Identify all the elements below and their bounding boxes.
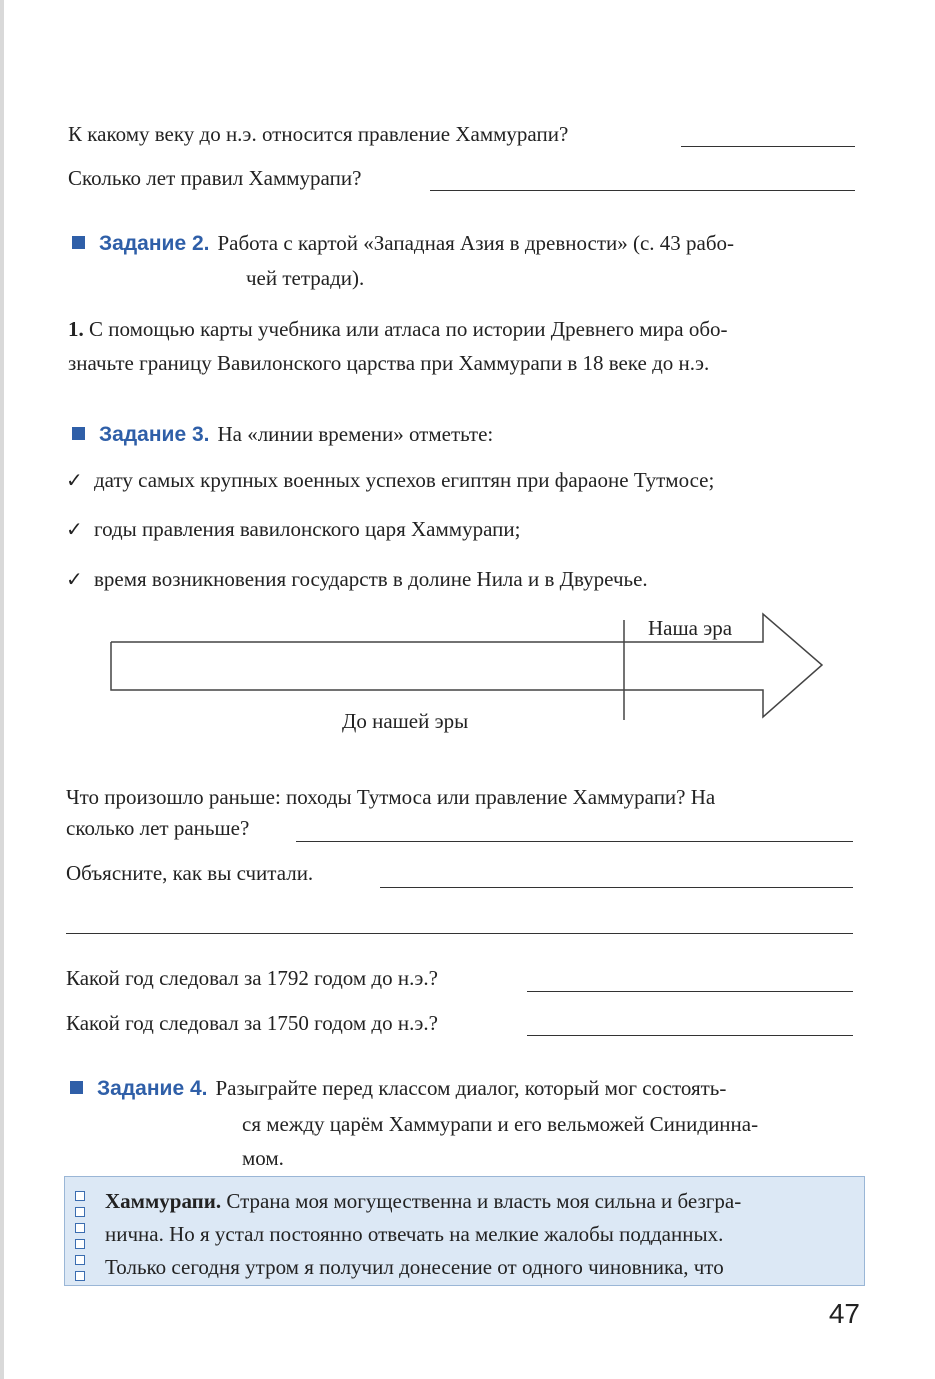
question-year-1792: Какой год следовал за 1792 годом до н.э.? (66, 966, 438, 990)
answer-line-earlier[interactable] (296, 841, 853, 842)
task3-square-icon (72, 427, 85, 440)
task4-label: Задание 4. (97, 1077, 208, 1100)
task2-square-icon (72, 236, 85, 249)
checkmark-icon: ✓ (66, 468, 83, 492)
dialog-text (105, 1185, 845, 1284)
dialog-margin-icons (75, 1191, 89, 1287)
dialog-line2: нична. Но я устал постоянно отвечать на мелкие жалобы подданных. (105, 1222, 724, 1246)
dialog-speaker: Хаммурапи. (105, 1189, 222, 1213)
checkmark-icon: ✓ (66, 567, 83, 591)
question-years (68, 164, 361, 192)
checkmark-icon: ✓ (66, 517, 83, 541)
task4-text-line1: Разыграйте перед классом диалог, который мог состоять- (215, 1076, 727, 1100)
task2-item-number: 1. (68, 317, 84, 341)
task3-check-item (66, 565, 648, 593)
task3-check-text: время возникновения государств в долине Нила и в Двуречье. (94, 567, 648, 591)
task3-check-item (66, 466, 714, 494)
task2-text-line1: Работа с картой «Западная Азия в древности» (с. 43 рабо- (217, 231, 735, 255)
answer-line-explain[interactable] (380, 887, 853, 888)
task2-item-line1 (68, 315, 728, 343)
task3-label: Задание 3. (99, 423, 210, 446)
small-square-icon (75, 1239, 85, 1249)
small-square-icon (75, 1207, 85, 1217)
answer-line-1750[interactable] (527, 1035, 853, 1036)
task2-item-line1-text: С помощью карты учебника или атласа по истории Древнего мира обо- (89, 317, 728, 341)
task2-text-line2: чей тетради). (246, 266, 365, 290)
task3-check-text: годы правления вавилонского царя Хаммурапи; (94, 517, 521, 541)
answer-line-explain-2[interactable] (66, 933, 853, 934)
question-century-text: К какому веку до н.э. относится правление Хаммурапи? (68, 122, 569, 146)
question-century (68, 120, 568, 148)
page-number: 47 (828, 1298, 860, 1329)
small-square-icon (75, 1223, 85, 1233)
task3-check-text: дату самых крупных военных успехов египтян при фараоне Тутмосе; (94, 468, 715, 492)
task4-text-line3: мом. (242, 1146, 284, 1170)
dialog-line3: Только сегодня утром я получил донесение от одного чиновника, что (105, 1255, 724, 1279)
question-earlier-line1: Что произошло раньше: походы Тутмоса или правление Хаммурапи? На (66, 785, 716, 809)
question-earlier-line2: сколько лет раньше? (66, 816, 250, 840)
task4-text-line2: ся между царём Хаммурапи и его вельможей Синидинна- (242, 1112, 759, 1136)
task4-heading (70, 1074, 890, 1103)
task4-square-icon (70, 1081, 83, 1094)
small-square-icon (75, 1255, 85, 1265)
timeline (0, 600, 935, 750)
task2-heading (72, 229, 872, 258)
small-square-icon (75, 1271, 85, 1281)
task2-item-line2: значьте границу Вавилонского царства при Хаммурапи в 18 веке до н.э. (68, 351, 710, 375)
task3-check-item (66, 515, 520, 543)
answer-line-century[interactable] (681, 146, 855, 147)
answer-line-1792[interactable] (527, 991, 853, 992)
answer-line-years[interactable] (430, 190, 855, 191)
question-year-1750: Какой год следовал за 1750 годом до н.э.? (66, 1011, 438, 1035)
small-square-icon (75, 1191, 85, 1201)
dialog-line1-text: Страна моя могущественна и власть моя сильна и безгра- (226, 1189, 742, 1213)
dialog-box (64, 1176, 865, 1286)
task3-heading (72, 420, 493, 449)
task2-label: Задание 2. (99, 232, 210, 255)
timeline-label-ad: Наша эра (648, 616, 733, 640)
question-explain: Объясните, как вы считали. (66, 861, 314, 885)
dialog-line1 (105, 1185, 845, 1218)
task3-text: На «линии времени» отметьте: (217, 422, 494, 446)
timeline-label-bc: До нашей эры (342, 709, 469, 733)
question-years-text: Сколько лет правил Хаммурапи? (68, 166, 362, 190)
